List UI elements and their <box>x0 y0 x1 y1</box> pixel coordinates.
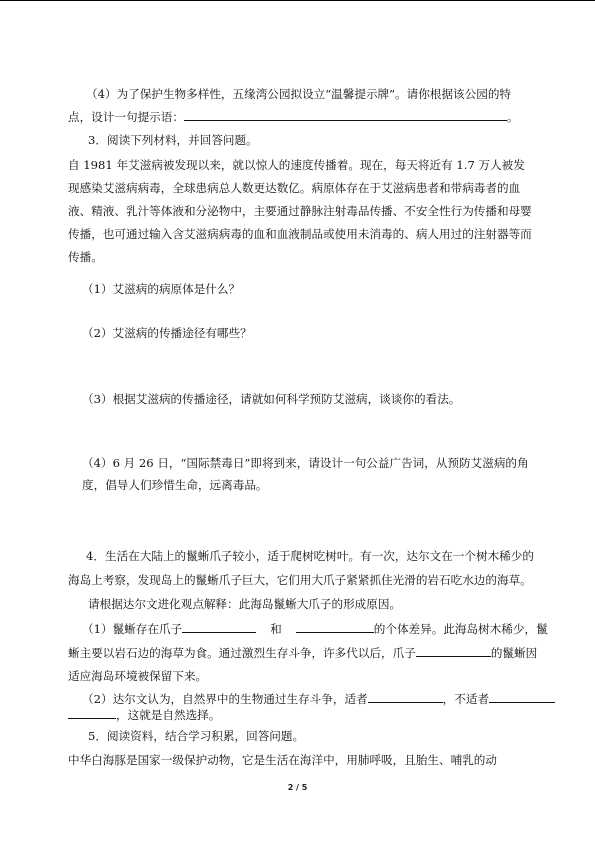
q4-sub1-line2-text: 蜥主要以岩石边的海草为食。通过激烈生存斗争，许多代以后，爪子 <box>68 646 416 660</box>
q5-line1: 中华白海豚是国家一级保护动物，它是生活在海洋中，用肺呼吸，且胎生、哺乳的动 <box>68 753 497 767</box>
q3-sub3: （3）根据艾滋病的传播途径，请就如何科学预防艾滋病，谈谈你的看法。 <box>82 392 461 406</box>
q4-sub1-blank2[interactable] <box>296 620 374 633</box>
q2-part4-end: 。 <box>506 110 519 124</box>
q3-title: 3．阅读下列材料，并回答问题。 <box>88 133 258 147</box>
page-number: 2 / 5 <box>287 783 308 792</box>
q2-part4-line1: （4）为了保护生物多样性，五缘湾公园拟设立“温馨提示牌”。请你根据该公园的特 <box>86 87 512 101</box>
q4-sub1-text-c: 的个体差异。此海岛树木稀少，鬣 <box>373 622 548 636</box>
q4-sub2-text-a: （2）达尔文认为，自然界中的生物通过生存斗争，适者 <box>82 692 368 706</box>
q3-sub4-line1: （4）6 月 26 日，“国际禁毒日”即将到来，请设计一句公益广告词，从预防艾滋病的角 <box>82 456 529 470</box>
q4-sub1-line1 <box>82 620 548 637</box>
q3-material-line1: 自 1981 年艾滋病被发现以来，就以惊人的速度传播着。现在，每天将近有 1.7 万人被发 <box>68 158 525 172</box>
q4-line1: 4．生活在大陆上的鬣蜥爪子较小，适于爬树吃树叶。有一次，达尔文在一个树木稀少的 <box>86 549 534 563</box>
q3-sub2: （2）艾滋病的传播途径有哪些？ <box>82 326 252 340</box>
q3-material-line5: 传播。 <box>68 250 103 264</box>
q4-sub1-line2-end: 的鬣蜥因 <box>490 646 538 660</box>
q3-material-line3: 液、精液、乳汁等体液和分泌物中，主要通过静脉注射毒品传播、不安全性行为传播和母婴 <box>68 204 532 218</box>
q4-sub2-line2-text: ，这就是自然选择。 <box>116 708 221 722</box>
q2-part4-prompt: 点，设计一句提示语： <box>68 110 184 124</box>
slogan-answer-blank[interactable] <box>184 108 507 121</box>
q4-sub2-blank1[interactable] <box>368 690 443 703</box>
q4-sub1-text-b: 和 <box>270 622 282 636</box>
q4-sub1-blank1[interactable] <box>182 620 256 633</box>
q4-sub2-blank2[interactable] <box>489 690 555 703</box>
q2-part4-line2 <box>68 108 519 125</box>
q4-line3: 请根据达尔文进化观点解释：此海岛鬣蜥大爪子的形成原因。 <box>88 597 402 611</box>
q5-title: 5．阅读资料，结合学习积累，回答问题。 <box>88 729 305 743</box>
q4-sub1-text-a: （1）鬣蜥存在爪子 <box>82 622 183 636</box>
q3-material-line4: 传播，也可通过输入含艾滋病病毒的血和血液制品或使用未消毒的、病人用过的注射器等而 <box>68 227 532 241</box>
q4-sub2-line2 <box>68 706 220 723</box>
q3-material-line2: 现感染艾滋病病毒，全球患病总人数更达数亿。病原体存在于艾滋病患者和带病毒者的血 <box>68 181 521 195</box>
q4-sub1-blank3[interactable] <box>416 644 491 657</box>
q4-sub2-line1 <box>82 690 555 707</box>
q4-sub1-line2 <box>68 644 537 661</box>
q4-line2: 海岛上考察，发现岛上的鬣蜥爪子巨大，它们用大爪子紧紧抓住光滑的岩石吃水边的海草。 <box>68 573 532 587</box>
q3-sub1: （1）艾滋病的病原体是什么？ <box>82 282 241 296</box>
q3-sub4-line2: 度，倡导人们珍惜生命，远离毒品。 <box>82 478 268 492</box>
q4-sub1-line3: 适应海岛环境被保留下来。 <box>68 669 208 683</box>
q4-sub2-text-b: ，不适者 <box>442 692 490 706</box>
header-rule <box>0 0 595 1</box>
q4-sub2-blank3[interactable] <box>68 706 116 719</box>
